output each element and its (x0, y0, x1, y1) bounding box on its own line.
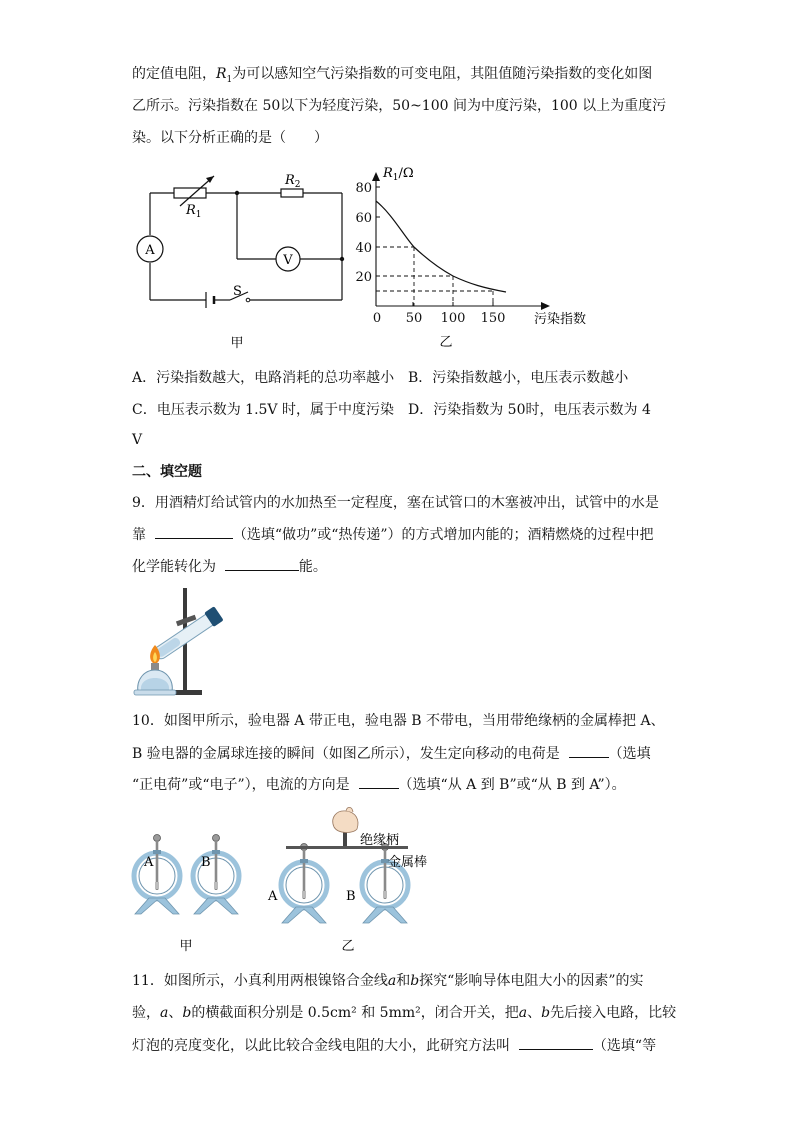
q11-line-3: 灯泡的亮度变化，以此比较合金线电阻的大小，此研究方法叫 （选填“等 (132, 1035, 656, 1056)
r1-label: $R_1$ (186, 203, 202, 220)
r2-label: $R_2$ (285, 173, 301, 190)
q9-line-2: 靠 （选填“做功”或“热传递”）的方式增加内能的；酒精燃烧的过程中把 (132, 524, 654, 545)
option-d: D．污染指数为 50时，电压表示数为 4 (408, 402, 651, 418)
x-tick-100: 100 (440, 311, 466, 326)
x-tick-0: 0 (372, 311, 382, 326)
x-tick-150: 150 (480, 311, 506, 326)
option-c: C．电压表示数为 1.5V 时，属于中度污染 (132, 402, 394, 418)
q9-line-3: 化学能转化为 能。 (132, 556, 327, 577)
alcohol-lamp-figure (130, 584, 230, 700)
y-tick-80: 80 (355, 181, 372, 196)
q11-line-1: 11．如图所示，小真利用两根镍铬合金线a和b探究“影响导体电阻大小的因素”的实 (132, 973, 644, 989)
option-d-continued: V (132, 432, 143, 448)
electroscope-figure (130, 806, 440, 956)
graph-caption: 乙 (439, 335, 453, 350)
label-a-right: A (268, 889, 278, 904)
q10-line-1: 10．如图甲所示，验电器 A 带正电，验电器 B 不带电，当用带绝缘柄的金属棒把 A、 (132, 713, 665, 729)
q9-blank-2[interactable] (225, 556, 299, 571)
x-tick-50: 50 (405, 311, 423, 326)
q10-line-3: “正电荷”或“电子”），电流的方向是 （选填“从 A 到 B”或“从 B 到 A”）。 (132, 774, 626, 795)
ammeter-label: A (145, 243, 155, 258)
rod-label: 金属棒 (388, 855, 428, 870)
y-axis-label: $R_1/\Omega$ (383, 166, 414, 183)
circuit-diagram (130, 166, 355, 356)
q9-blank-1[interactable] (155, 524, 233, 539)
label-a-left: A (144, 855, 154, 870)
label-b-right: B (346, 889, 356, 904)
x-axis-label: 污染指数 (534, 312, 587, 327)
q11-line-2: 验，a、b的横截面积分别是 0.5cm² 和 5mm²，闭合开关，把a、b先后接入电路，比较 (132, 1005, 677, 1021)
q8-stem-line-3: 染。以下分析正确的是（ ） (132, 130, 328, 146)
caption-right: 乙 (341, 939, 355, 954)
q10-line-2: B 验电器的金属球连接的瞬间（如图乙所示），发生定向移动的电荷是 （选填 (132, 743, 651, 764)
option-b: B．污染指数越小，电压表示数越小 (408, 370, 629, 386)
q8-stem-line-1: 的定值电阻，$R_1$为可以感知空气污染指数的可变电阻，其阻值随污染指数的变化如图 (132, 66, 653, 85)
q10-blank-2[interactable] (359, 774, 399, 789)
q10-blank-1[interactable] (569, 743, 609, 758)
section-title: 二、填空题 (132, 464, 202, 480)
y-tick-40: 40 (355, 241, 372, 256)
option-a: A．污染指数越大，电路消耗的总功率越小 (132, 370, 395, 386)
resistance-curve (376, 201, 506, 292)
hand-icon (333, 811, 358, 833)
circuit-caption: 甲 (230, 336, 244, 351)
caption-left: 甲 (179, 939, 193, 954)
q8-stem-line-2: 乙所示。污染指数在 50以下为轻度污染，50~100 间为中度污染，100 以上为重度污 (132, 98, 667, 114)
r2-resistor (281, 189, 303, 197)
handle-label: 绝缘柄 (360, 833, 400, 848)
resistance-graph (355, 160, 602, 356)
voltmeter-label: V (283, 253, 293, 268)
label-b-left: B (201, 855, 211, 870)
y-tick-20: 20 (355, 270, 372, 285)
q9-line-1: 9．用酒精灯给试管内的水加热至一定程度，塞在试管口的木塞被冲出，试管中的水是 (132, 495, 659, 511)
y-tick-60: 60 (355, 211, 372, 226)
q11-blank-1[interactable] (519, 1035, 593, 1050)
switch-label: S (233, 284, 242, 299)
